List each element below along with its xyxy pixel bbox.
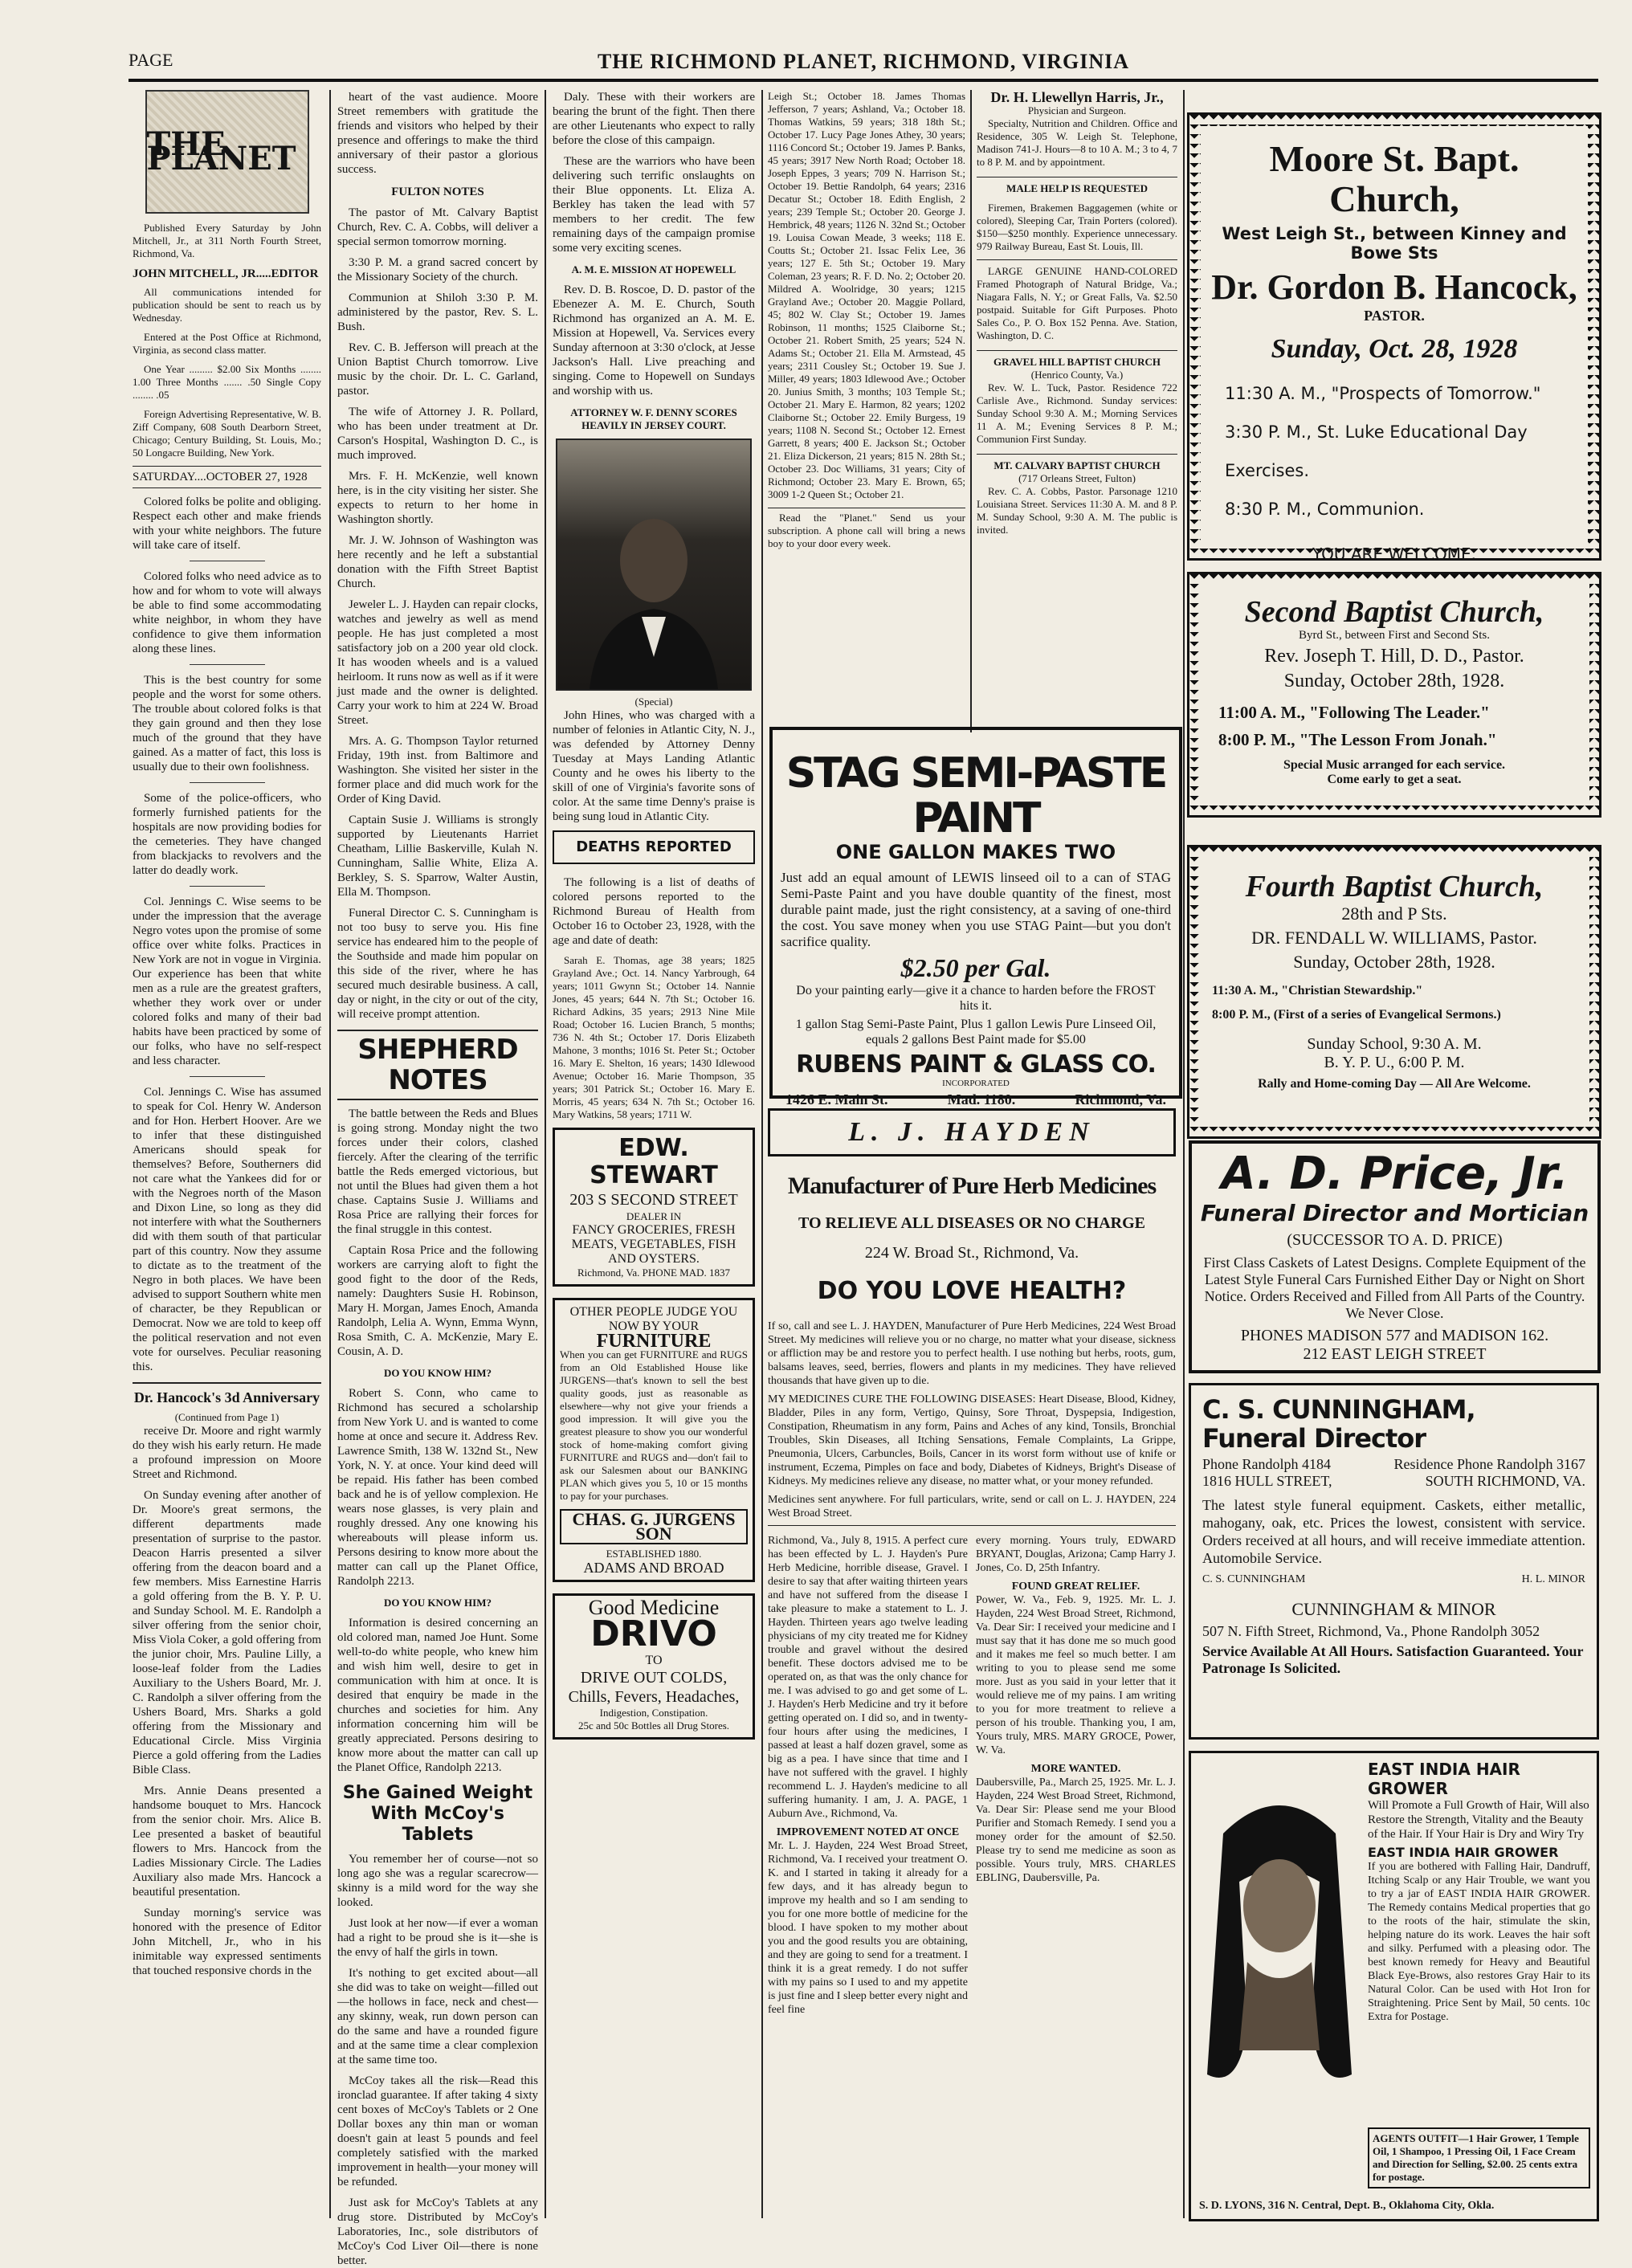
moore-location: West Leigh St., between Kinney and Bowe Sts — [1222, 224, 1567, 263]
fourth-bypu: B. Y. P. U., 6:00 P. M. — [1324, 1054, 1465, 1071]
testimonials-left — [768, 1534, 968, 2017]
furniture-big: FURNITURE — [596, 1331, 712, 1352]
hayden-name: L. J. HAYDEN — [848, 1117, 1095, 1147]
testimonials — [763, 1534, 1181, 2017]
moore-street-church-ad — [1187, 112, 1601, 564]
harris-name: Dr. H. Llewellyn Harris, Jr., — [990, 89, 1164, 105]
notice: All communications intended for publication should be sent to reach us by Wednesday. — [133, 286, 321, 324]
editorial-paragraph: Col. Jennings C. Wise has assumed to speak for Col. Henry W. Anderson and for Hon. Herbert Hoover. Are we to infer that these distinguished Americans should speak for themselves? Before, Southerners did not care what the Yankees did for or with the Negroes north of the Mason and Dixon Line, so long as they did not interfere with what the Southerners did with them south of that particular part of this country. Now they assume to dictate as to the treatment of the Negro in both places. We have been advised to support Southern white men of character, be they Republican or Democrat. Now we are told to keep off the political reservation and not even vote for ourselves. Peculiar reasoning this. — [133, 1086, 321, 1373]
cunningham-signatures — [1191, 1573, 1597, 1586]
second-service: 11:00 A. M., "Following The Leader." — [1218, 703, 1490, 722]
stewart-ad — [553, 1128, 755, 1287]
masthead — [129, 47, 1598, 82]
cunningham-phone: Residence Phone Randolph 3167 — [1393, 1456, 1585, 1472]
portrait-photo — [556, 439, 752, 691]
cunningham-phones — [1191, 1456, 1597, 1473]
stag-combo: 1 gallon Stag Semi-Paste Paint, Plus 1 gallon Lewis Pure Linseed Oil, equals 2 gallons Best Paint made for $5.00 — [795, 1018, 1157, 1046]
rubens-address: 1426 E. Main St. — [785, 1091, 888, 1107]
gravel-hill-text: Rev. W. L. Tuck, Pastor. Residence 722 Carlisle Ave., Richmond. Sunday services: Sunday School 9:30 A. M.; Morning Services 11 A. M.; Evening Services 8 P. M.; Communion First Sunday. — [977, 381, 1177, 445]
woman-portrait-icon — [1199, 1785, 1360, 2107]
second-location: Byrd St., between First and Second Sts. — [1299, 629, 1490, 642]
hayden-contact: Medicines sent anywhere. For full particulars, write, send or call on L. J. HAYDEN, 224 West Broad Street. — [768, 1493, 1176, 1526]
mt-calvary-headline: MT. CALVARY BAPTIST CHURCH — [977, 454, 1177, 472]
male-help-headline: MALE HELP IS REQUESTED — [977, 177, 1177, 195]
fourth-date: Sunday, October 28th, 1928. — [1293, 952, 1495, 972]
hair-body: Will Promote a Full Growth of Hair, Will also Restore the Strength, Vitality and the Beauty of the Hair. If Your Hair is Dry and Wiry Try — [1368, 1799, 1589, 1841]
column-rule — [329, 90, 331, 2218]
hair-name: EAST INDIA HAIR GROWER — [1368, 1845, 1559, 1860]
testimonial-page: Richmond, Va., July 8, 1915. A perfect cure has been effected by L. J. Hayden's Pure Herb Medicine, horrible disease, Gravel. I desire to say that after waiting thirteen years and have not suffered from the disease I take pleasure to make a statement to L. J. Hayden. Thirteen years ago twelve leading physicians of my city treated me for Kidney trouble and gravel without the desired benefit. These doctors advised me to be operated on, as that was the only chance for me. I was advised to go and get some of L. J. Hayden's Herb Medicine and try it before getting operated on. I did so, and in twenty-four hours after using the medicines, I passed at least a half dozen gravel, some as big as a pea. I have since that time and I have not suffered with the gravel. I highly recommend L. J. Hayden's medicine to all suffering humanity. I am, J. A. PAGE, 1 Auburn Ave., Richmond, Va. — [768, 1535, 968, 1820]
price-body: First Class Caskets of Latest Designs. Complete Equipment of the Latest Style Funeral Cars Furnished Either Day or Night on Short Notice. Orders Received and Filled from All Parts of the Country. We Never Close. — [1203, 1254, 1586, 1321]
drivo-brand: DRIVO — [590, 1613, 717, 1654]
second-pastor: Rev. Joseph T. Hill, D. D., Pastor. — [1264, 646, 1524, 667]
cunningham-signature: H. L. MINOR — [1521, 1573, 1585, 1585]
jurgens-name: CHAS. G. JURGENS SON — [560, 1509, 748, 1544]
hayden-question: DO YOU LOVE HEALTH? — [817, 1277, 1127, 1305]
fourth-pastor: DR. FENDALL W. WILLIAMS, Pastor. — [1251, 928, 1537, 948]
moore-service: 11:30 A. M., "Prospects of Tomorrow." — [1225, 384, 1541, 403]
drivo-text: DRIVE OUT COLDS, Chills, Fevers, Headaches, — [568, 1669, 740, 1706]
rubens-city: Richmond, Va. — [1075, 1091, 1166, 1107]
moore-church-name: Moore St. Bapt. Church, — [1269, 138, 1520, 219]
mccoy-headline: She Gained Weight With McCoy's Tablets — [342, 1783, 533, 1845]
article-paragraph: Rev. C. B. Jefferson will preach at the Union Baptist Church tomorrow. Live music by the choir. Dr. L. C. Garland, pastor. — [337, 341, 538, 398]
price-successor: (SUCCESSOR TO A. D. PRICE) — [1287, 1231, 1503, 1249]
stag-title: STAG SEMI-PASTE PAINT — [785, 749, 1166, 842]
testimonial-groce: Power, W. Va., Feb. 9, 1925. Mr. L. J. Hayden, 224 West Broad Street, Richmond, Va. Dear Sir: I received your medicine and I must say that it has done me so much good and it makes me feel so much better. I am writing to you to please send me some more. Just as you said in your letter that it would relieve me of my pains. I am writing to you for more treatment to relieve a person of his trouble. Thanking you, I am, Yours truly, MRS. MARY GROCE, Power, W. Va. — [976, 1594, 1176, 1756]
drivo-price: 25c and 50c Bottles all Drug Stores. — [577, 1719, 730, 1732]
moore-pastor: Dr. Gordon B. Hancock, — [1211, 267, 1577, 307]
publisher-line: Published Every Saturday by John Mitchell, Jr., at 311 North Fourth Street, Richmond, Va. — [133, 222, 321, 259]
hayden-ad — [763, 1108, 1181, 2225]
column-rule — [970, 90, 972, 732]
rubens-company: RUBENS PAINT & GLASS CO. — [796, 1050, 1156, 1079]
testimonial-head: MORE WANTED. — [1030, 1763, 1121, 1775]
rubens-inc: INCORPORATED — [942, 1079, 1010, 1088]
stag-subtitle: ONE GALLON MAKES TWO — [835, 841, 1116, 863]
harris-text: Specialty, Nutrition and Children. Office and Residence, 305 W. Leigh St. Telephone, Madison 741-J. Hours—8 to 10 A. M.; 3 to 4, 7 to 8 P. M. and by appointment. — [977, 117, 1177, 168]
stewart-address: 203 S SECOND STREET — [569, 1191, 738, 1209]
drivo-sub: Indigestion, Constipation. — [599, 1707, 708, 1719]
harris-title: Physician and Surgeon. — [1027, 104, 1127, 116]
fourth-services — [1199, 979, 1589, 1027]
cunningham-minor-body: Service Available At All Hours. Satisfaction Guaranteed. Your Patronage Is Solicited. — [1202, 1643, 1584, 1676]
entered-notice: Entered at the Post Office at Richmond, Virginia, as second class matter. — [133, 331, 321, 356]
article-paragraph: Information is desired concerning an old colored man, named Joe Hunt. Some well-to-do white people, who knew him and wish him well, desire to get in communication with him at once. It is desired that enquiry be made in the churches and societies for him. Any information concerning him will be greatly appreciated. Persons desiring to know more about the matter can call up the Planet Office, Randolph 2213. — [337, 1617, 538, 1774]
fourth-sunday-school: Sunday School, 9:30 A. M. — [1307, 1035, 1482, 1053]
price-title: Funeral Director and Mortician — [1200, 1200, 1589, 1226]
ame-mission-headline: A. M. E. MISSION AT HOPEWELL — [571, 263, 736, 275]
price-phones: PHONES MADISON 577 and MADISON 162. — [1240, 1327, 1549, 1344]
cunningham-signature: C. S. CUNNINGHAM — [1202, 1573, 1306, 1585]
cunningham-address — [1191, 1473, 1597, 1490]
drivo-to: TO — [645, 1654, 663, 1667]
article-paragraph: Sunday morning's service was honored with the presence of Editor John Mitchell, Jr., who in his inimitable way expressed sentiments that touched responsive chords in the — [133, 1907, 321, 1977]
article-paragraph: Just ask for McCoy's Tablets at any drug store. Distributed by McCoy's Laboratories, Inc., sole distributors of McCoy's Cod Liver Oil—there is none better. — [337, 2197, 538, 2267]
separator — [190, 1076, 265, 1077]
male-help-text: Firemen, Brakemen Baggagemen (white or colored), Sleeping Car, Train Porters (colored). $150—$250 monthly. Experience unnecessary. 979 Railway Bureau, East St. Louis, Ill. — [977, 202, 1177, 252]
editorial-paragraph: This is the best country for some people and the worst for some others. The trouble about colored folks is that they gain ground and then they lose much of the ground that they have gained. As a matter of fact, this loss is usually due to their own foolishness. — [133, 674, 321, 773]
article-paragraph: Captain Susie J. Williams is strongly supported by Lieutenants Harriet Cheatham, Lillie Baskerville, Kulah N. Cunningham, Sallie White, Eliza A. Berkley, S. S. Sparrow, Walter Austin, Ella M. Thompson. — [337, 814, 538, 899]
drivo-head: Good Medicine — [588, 1596, 720, 1619]
cunningham-city: SOUTH RICHMOND, VA. — [1425, 1473, 1585, 1489]
article-paragraph: The battle between the Reds and Blues is going strong. Monday night the two forces under their colors, clashed fiercely. After the clearing of the terrific battle the Reds emerged victorious, but not until the Blues had given them a hot chase. Captains Susie J. Williams and Rosa Price are rallying their forces for the final struggle in this contest. — [337, 1107, 538, 1236]
column-deaths — [768, 90, 965, 716]
fourth-location: 28th and P Sts. — [1341, 904, 1447, 924]
hair-headline: EAST INDIA HAIR GROWER — [1368, 1760, 1520, 1798]
second-date: Sunday, October 28th, 1928. — [1283, 671, 1505, 691]
fourth-rally: Rally and Home-coming Day — All Are Welcome. — [1258, 1077, 1531, 1091]
moore-date: Sunday, Oct. 28, 1928 — [1271, 334, 1518, 364]
planet-logo — [145, 90, 309, 214]
article-paragraph: The pastor of Mt. Calvary Baptist Church, Rev. C. A. Cobbs, will deliver a special sermon tomorrow morning. — [337, 206, 538, 248]
moore-welcome: YOU ARE WELCOME. — [1312, 545, 1476, 564]
article-paragraph: You remember her of course—not so long ago she was a regular scarecrow—skinny is a mild word for the way she looked. — [337, 1853, 538, 1909]
hair-grower-ad — [1189, 1751, 1599, 2221]
article-paragraph: It's nothing to get excited about—all she did was to take on weight—filled out—the hollows in face, neck and chest—any skinny, weak, run down person can do the same and have a rounded figure and at the same time a clear complexion at the same time too. — [337, 1967, 538, 2066]
drivo-ad — [553, 1593, 755, 1740]
moore-service: 3:30 P. M., St. Luke Educational Day Exercises. — [1225, 422, 1528, 480]
do-you-know-him-headline: DO YOU KNOW HIM? — [384, 1597, 492, 1609]
price-funeral-ad — [1189, 1140, 1601, 1373]
article-paragraph: Mrs. F. H. McKenzie, well known here, is in the city visiting her sister. She expects to return to her home in Washington shortly. — [337, 470, 538, 526]
column-rule — [545, 90, 546, 2218]
hair-address: S. D. LYONS, 316 N. Central, Dept. B., Oklahoma City, Okla. — [1199, 2200, 1495, 2212]
moore-role: PASTOR. — [1364, 308, 1425, 324]
logo-text: THE PLANET — [146, 125, 296, 177]
deaths-reported-box — [553, 830, 755, 864]
fulton-notes-headline: FULTON NOTES — [391, 186, 484, 198]
stewart-phone: Richmond, Va. PHONE MAD. 1837 — [577, 1267, 731, 1279]
furniture-text: When you can get FURNITURE and RUGS from an Old Established House like JURGENS—that's known to sell the best quality goods, just as reasonable as elsewhere—why not give your friends a good impression. It will give you the greatest pleasure to show you our wonderful stock of home-making comfort giving FURNITURE and RUGS and—don't fail to ask our Salesmen about our BANKING PLAN which gives you 5, 10 or 15 months to pay for your purchases. — [560, 1348, 748, 1502]
article-paragraph: On Sunday evening after another of Dr. Moore's great sermons, the different departments made presentation of surprise to the pastor. Deacon Harris presented a silver offering from the deacon board and a few members. Miss Earnestine Harris a gold offering from the B. Y. P. U. and Sunday School. M. E. Randolph a silver offering from the senior choir, Miss Viola Coker, a gold offering from the junior choir, Mrs. Pauline Lilly, a loose-leaf folder from the Ladies Auxiliary to the Ushers Board, Mr. J. C. Randolph a silver offering from the Ushers Board, Mrs. Sharks a gold offering from the Missionary and Educational Circle. Miss Virginia Pierce a gold offering from the Ladies Bible Class. — [133, 1489, 321, 1776]
deaths-list: Sarah E. Thomas, age 38 years; 1825 Grayland Ave.; Oct. 14. Nancy Yarbrough, 64 years; 1011 Gwynn St.; October 14. Nannie Jones, 45 years; 644 N. 7th St.; October 16. Richard Adkins, 35 years; 2913 Nine Mile Road; October 16. Lucien Branch, 5 months; 736 N. 4th St.; October 17. Doris Elizabeth Mahone, 3 months; 1016 St. Peter St.; October 16. Mary E. Shelton, 16 years; 1430 Idlewood Avenue; October 16. Marie Thompson, 35 years; 301 Patrick St.; October 16. Mary E. Morris, 45 years; 634 N. 7th St.; October 16. Mary Watkins, 58 years; 1711 W. — [553, 954, 755, 1120]
cunningham-street: 1816 HULL STREET, — [1202, 1473, 1332, 1489]
moore-service: 8:30 P. M., Communion. — [1225, 500, 1425, 519]
second-note: Special Music arranged for each service. — [1283, 758, 1506, 772]
rubens-phone: Mad. 1180. — [947, 1091, 1016, 1107]
hair-agents-outfit: AGENTS OUTFIT—1 Hair Grower, 1 Temple Oil, 1 Shampoo, 1 Pressing Oil, 1 Face Cream and Direction for Selling, $2.00. 25 cents extra for postage. — [1368, 2127, 1590, 2188]
article-paragraph: Communion at Shiloh 3:30 P. M. administered by the pastor, Rev. S. L. Bush. — [337, 292, 538, 333]
deaths-list-continued: Leigh St.; October 18. James Thomas Jefferson, 7 years; Ashland, Va.; October 18. Thomas Watkins, 59 years; 318 18th St.; October 17. Lucy Page Jones Athey, 30 years; 1116 Concord St.; October 19. James P. Banks, 45 years; 3917 New North Road; October 18. Joseph Eppes, 3 years; 709 N. Harrison St.; October 19. Bettie Randolph, 64 years; 2316 Decatur St.; October 18. Edith English, 2 years; 239 Temple St.; October 20. George J. Hembrick, 48 years; 1126 N. 32nd St.; October 19. Louisa Cowan Meade, 3 weeks; 118 E. Coutts St.; October 21. Issac Felix Lee, 36 years; 127 E. 5th St.; October 19. Mary Coleman, 23 years; R. F. D. No. 2; October 20. Mildred A. Woolridge, 30 years; 1215 Grayland Ave.; October 20. Maggie Pollard, 45; 802 W. Clay St.; October 19. James Robinson, 11 months; 1525 Claiborne St.; October 21. Robert Smith, 25 years; 524 N. Adams St.; October 21. Ella M. Armstead, 45 years; 2311 Cousley St.; October 19. Sue J. Miller, 49 years; 1803 Idlewood Ave.; October 20. Junius Smith, 3 months; 103 Temple St.; October 21. Mary E. Harmon, 82 years; 1202 Claiborne St.; October 22. Emily Burgess, 19 years; 1108 N. Second St.; October 12. Ernest Garrett, 8 years; 400 E. Jackson St.; October 21. Eliza Dickerson, 21 years; 815 N. 28th St.; October 23. Doc Williams, 31 years; City of Richmond; October 23. Mary E. Brown, 65; 3009 1-2 Queen St.; October 21. — [768, 90, 965, 500]
second-services — [1199, 699, 1589, 753]
price-address: 212 EAST LEIGH STREET — [1303, 1345, 1487, 1363]
hayden-body: If so, call and see L. J. HAYDEN, Manufacturer of Pure Herb Medicines, 224 West Broad Street. My medicines will relieve you or no charge, no matter what your disease, sickness or affliction may be and restore you to perfect health. I use nothing but herbs, roots, gum, balsams leaves, seed, berries, flowers and plants in my medicines. They have relieved thousands that have given up to die. — [768, 1320, 1176, 1387]
stewart-goods: FANCY GROCERIES, FRESH MEATS, VEGETABLES, FISH AND OYSTERS. — [571, 1223, 736, 1266]
editorial-paragraph: Colored folks who need advice as to how and for whom to vote will always be able to find some accommodating white neighbor, in whom they have confidence to give them information along these lines. — [133, 570, 321, 655]
newspaper-title: THE RICHMOND PLANET, RICHMOND, VIRGINIA — [597, 50, 1130, 73]
separator — [190, 664, 265, 665]
fourth-baptist-ad — [1187, 845, 1601, 1139]
issue-date: SATURDAY....OCTOBER 27, 1928 — [133, 466, 321, 488]
testimonial-head: IMPROVEMENT NOTED AT ONCE — [776, 1826, 960, 1838]
testimonials-right — [976, 1534, 1176, 2017]
article-paragraph: Daly. These with their workers are bearing the brunt of the fight. Then there are other Lieutenants who expect to rally before the close of this campaign. — [553, 91, 755, 147]
column-notes — [337, 90, 538, 2267]
fourth-service: 11:30 A. M., "Christian Stewardship." — [1212, 984, 1423, 997]
article-paragraph: Just look at her now—if ever a woman had a right to be proud she is it—she is the envy of half the girls in town. — [337, 1917, 538, 1959]
testimonial-ebling: Daubersville, Pa., March 25, 1925. Mr. L. J. Hayden, 224 West Broad Street, Richmond, Va. Dear Sir: Please send me your Blood Purifier and Stomach Remedy. I send you a money order for the amount of $2.50. Please try to send me medicine as soon as possible. Yours truly, MRS. CHARLES EBLING, Daubersville, Pa. — [976, 1776, 1176, 1884]
cunningham-name: C. S. CUNNINGHAM, Funeral Director — [1202, 1394, 1475, 1454]
gravel-hill-sub: (Henrico County, Va.) — [1030, 369, 1124, 381]
do-you-know-him-headline: DO YOU KNOW HIM? — [384, 1367, 492, 1379]
testimonial-bryant-sign: every morning. Yours truly, EDWARD BRYANT, Douglas, Arizona; Camp Harry J. Jones, Co. D, 25th Infantry. — [976, 1535, 1176, 1574]
article-paragraph: John Hines, who was charged with a number of felonies in Atlantic City, N. J., was defended by Attorney Denny Tuesday at Mays Landing Atlantic County and he owes his liberty to the skill of one of Virginia's favorite sons of color. At the same time Denny's praise is being sung loud in Atlantic City. — [553, 709, 755, 823]
second-church-name: Second Baptist Church, — [1244, 595, 1544, 629]
hair-description: If you are bothered with Falling Hair, Dandruff, Itching Scalp or any Hair Trouble, we want you to try a jar of EAST INDIA HAIR GROWER. The Remedy contains Medical properties that go to the roots of the hair, stimulate the skin, helping nature do its work. Leaves the hair soft and silky. Perfumed with a pleasing odor. The best known remedy for Heavy and Beautiful Black Eye-Brows, also restores Gray Hair to its Natural Color. Can be used with Hot Iron for Straightening. Price Sent by Mail, 50 cents. 10c Extra for Postage. — [1368, 1861, 1590, 2023]
article-paragraph: McCoy takes all the risk—Read this ironclad guarantee. If after taking 4 sixty cent boxes of McCoy's Tablets or 2 One Dollar boxes any thin man or woman doesn't gain at least 5 pounds and feel completely satisfied with the marked improvement in health—your money will be refunded. — [337, 2074, 538, 2188]
furniture-ad — [553, 1298, 755, 1582]
hayden-relieve: TO RELIEVE ALL DISEASES OR NO CHARGE — [798, 1214, 1145, 1232]
article-paragraph: The following is a list of deaths of colored persons reported to the Richmond Bureau of Health from October 16 to October 23, 1928, with the age and date of death: — [553, 876, 755, 947]
article-paragraph: Robert S. Conn, who came to Richmond has secured a scholarship from New York U. and is wanted to come home at once and secure it. Address Rev. Lawrence Smith, 138 W. 132nd St., New York, N. Y. at once. Your kind deed will be repaid. His father has been combed back and he is of yellow complexion. He wears nose glasses, is very plain and roughly dressed. Any one knowing his whereabouts will please inform us. Persons desiring to know more about the matter can call up the Planet Office, Randolph 2213. — [337, 1387, 538, 1588]
stag-body: Just add an equal amount of LEWIS linseed oil to a can of STAG Semi-Paste Paint and you have double quantity of the finest, most durable paint made, just the right consistency, at a saving of one-third the cost. You save money when you use STAG Paint—but you don't sacrifice quality. — [781, 870, 1171, 949]
article-paragraph: 3:30 P. M. a grand sacred concert by the Missionary Society of the church. — [337, 256, 538, 284]
testimonial-head: FOUND GREAT RELIEF. — [1011, 1581, 1140, 1593]
cunningham-minor-firm: CUNNINGHAM & MINOR — [1291, 1599, 1496, 1619]
furniture-head: OTHER PEOPLE JUDGE YOU NOW BY YOUR — [569, 1305, 738, 1333]
hayden-diseases: MY MEDICINES CURE THE FOLLOWING DISEASES: Heart Disease, Blood, Kidney, Bladder, Piles in any form, Vertigo, Quinsy, Sore Throat, Dyspepsia, Indigestion, Constipation, Rheumatism in any form, Pains and Aches of any kind, Tonsils, Bronchial Troubles, Skin Diseases, all Itching Sensations, Female Complaints, La Grippe, Pneumonia, Ulcers, Carbuncles, Boils, Cancer in its worst form without use of knife or instrument, Eczema, Pimples on face and body, Diabetes of Kidneys, Bright's Disease of Kidneys. My medicines relieve any disease, no matter what, or your money refunded. — [768, 1393, 1176, 1487]
second-note: Come early to get a seat. — [1327, 773, 1462, 786]
editorial-paragraph: Some of the police-officers, who formerly furnished patients for the hospitals are now providing bodies for the cemeteries. They have changed from blackjacks to revolvers and the latter do deadly work. — [133, 792, 321, 877]
article-paragraph: Mr. J. W. Johnson of Washington was here recently and he left a substantial donation with the Fifth Street Baptist Church. — [337, 534, 538, 590]
mt-calvary-sub: (717 Orleans Street, Fulton) — [1018, 472, 1136, 484]
photo-caption: (Special) — [634, 695, 673, 708]
editorial-paragraph: Col. Jennings C. Wise seems to be under the impression that the average Negro votes upon the promise of some office over white folks. Practices in New York are not in vogue in Virginia. Our experience has been that white men as a rule are the greatest grafters, whether they work over or under colored folks and many of their bad habits have been practiced by some of our folks, who have no self-respect and less character. — [133, 895, 321, 1067]
subscription-rates: One Year ......... $2.00 Six Months ........ 1.00 Three Months ....... .50 Single Copy ........ .05 — [133, 363, 321, 401]
cunningham-minor-address: 507 N. Fifth Street, Richmond, Va., Phone Randolph 3052 — [1202, 1623, 1540, 1639]
article-paragraph: Mrs. Annie Deans presented a handsome bouquet to Mrs. Hancock from the senior choir. Mrs. Alice B. Lee presented a basket of beautiful flowers to Mrs. Hancock from the Ladies Missionary Circle. The Ladies Auxiliary also made Mrs. Hancock a beautiful presentation. — [133, 1785, 321, 1899]
article-paragraph: The wife of Attorney J. R. Pollard, who has been under treatment at Dr. Carson's Hospital, Washington D. C., is much improved. — [337, 406, 538, 462]
article-paragraph: heart of the vast audience. Moore Street remembers with gratitude the friends and visitors who helped by their presence and offerings to make the third anniversary of their pastor a glorious success. — [337, 91, 538, 176]
second-service: 8:00 P. M., "The Lesson From Jonah." — [1218, 730, 1497, 749]
article-paragraph: Mrs. A. G. Thompson Taylor returned Friday, 19th inst. from Baltimore and Washington. She visited her sister in the former place and did much work for the Order of King David. — [337, 735, 538, 806]
hayden-name-box — [768, 1108, 1176, 1156]
article-paragraph: These are the warriors who have been delivering such terrific onslaughts on their Blue opponents. Lt. Eliza A. Berkley has taken the lead with 57 members to her credit. The few remaining days of the campaign promise some very exciting scenes. — [553, 155, 755, 255]
stewart-name: EDW. STEWART — [590, 1134, 718, 1189]
cunningham-phone: Phone Randolph 4184 — [1202, 1456, 1331, 1472]
separator — [190, 782, 265, 783]
fourth-service: 8:00 P. M., (First of a series of Evangelical Sermons.) — [1212, 1008, 1501, 1022]
hayden-title: Manufacturer of Pure Herb Medicines — [787, 1173, 1157, 1199]
article-paragraph: Jeweler L. J. Hayden can repair clocks, watches and jewelry as well as mend people. He has just completed a most satisfactory job on a 200 year old clock. It has wooden wheels and is a valued heirloom. It runs now as well as if it were just made and the owner is delighted. Carry your work to him at 224 W. Broad Street. — [337, 598, 538, 727]
shepherd-notes-headline: SHEPHERD NOTES — [337, 1030, 538, 1100]
denny-headline: ATTORNEY W. F. DENNY SCORES HEAVILY IN JERSEY COURT. — [570, 406, 737, 431]
cunningham-ad — [1189, 1383, 1599, 1740]
article-paragraph: receive Dr. Moore and right warmly do they wish his early return. He made a profound impression on Moore Street and Richmond. — [133, 1425, 321, 1481]
fourth-church-name: Fourth Baptist Church, — [1245, 870, 1544, 904]
article-paragraph: Funeral Director C. S. Cunningham is not too busy to serve you. His fine service has endeared him to the people of the Southside and made him popular on this side of the river, where he has secured much desirable business. A call, day or night, in the city or out of the city, will receive prompt attention. — [337, 907, 538, 1021]
stewart-dealer: DEALER IN — [626, 1210, 682, 1222]
testimonial-bryant: Mr. L. J. Hayden, 224 West Broad Street, Richmond, Va. I received your treatment O. K. and I started in taking it already for a few days, and it has already begun to improve my health and so I am sending to you for one more bottle of medicine for the blood. I have spoken to my mother about you and the good results you are obtaining, and they are going to send for a treatment. I think it is a great remedy. I do not suffer with my pains so I used to and my appetite is just fine and I sleep better every night and feel fine — [768, 1840, 968, 2016]
separator — [190, 886, 265, 887]
foreign-advertising: Foreign Advertising Representative, W. B. Ziff Company, 608 South Dearborn Street, Chicago; Century Building, St. Louis, Mo.; 50 Longacre Building, New York. — [133, 408, 321, 459]
planet-subscription-note: Read the "Planet." Send us your subscription. A phone call will bring a news boy to your door every week. — [768, 508, 965, 550]
column-rule — [1183, 90, 1185, 2218]
stag-paint-ad — [769, 727, 1182, 1107]
gravel-hill-headline: GRAVEL HILL BAPTIST CHURCH — [977, 350, 1177, 369]
column-notices — [977, 90, 1177, 716]
photograph-ad: LARGE GENUINE HAND-COLORED Framed Photograph of Natural Bridge, Va.; Niagara Falls, N. Y.; or Great Falls, Va. $2.50 postpaid. Suitable for Gift Purposes. Photo Sales Co., P. O. Box 152 Penna. Ave. Station, Washington, D. C. — [977, 259, 1177, 342]
stag-price: $2.50 per Gal. — [900, 953, 1051, 982]
second-baptist-ad — [1187, 572, 1601, 818]
woman-portrait — [1199, 1785, 1360, 2107]
article-paragraph: Rev. D. B. Roscoe, D. D. pastor of the Ebenezer A. M. E. Church, South Richmond has organized an A. M. E. Mission at Hopewell, Va. Services every Sunday afternoon at 3:30 o'clock, at Jesse Jackson's Hall. Live preaching and singing. Come to Hopewell on Sundays and worship with us. — [553, 284, 755, 398]
continued-note: (Continued from Page 1) — [174, 1411, 279, 1423]
column-editorial — [133, 90, 321, 2226]
page-number: PAGE — [129, 50, 173, 70]
moore-services — [1201, 374, 1588, 528]
established: ESTABLISHED 1880. — [606, 1548, 702, 1560]
column-news — [553, 90, 755, 2226]
anniversary-headline: Dr. Hancock's 3d Anniversary — [133, 1382, 321, 1405]
jurgens-address: ADAMS AND BROAD — [583, 1560, 724, 1576]
deaths-headline: DEATHS REPORTED — [576, 838, 732, 855]
hayden-address: 224 W. Broad St., Richmond, Va. — [864, 1244, 1079, 1262]
editor-line: JOHN MITCHELL, JR.....EDITOR — [133, 267, 319, 280]
portrait-figure-icon — [581, 496, 726, 689]
editorial-paragraph: Colored folks be polite and obliging. Respect each other and make friends with your white neighbors. The future will take care of itself. — [133, 496, 321, 552]
article-paragraph: Captain Rosa Price and the following workers are carrying aloft to fight the good fight to the door of the Reds, namely: Daughters Susie H. Robinson, Mary H. Morgan, James Enoch, Amanda Randolph, Lelia A. Wynn, Emma Wynn, Rosa Smith, C. A. McKenzie, Mary E. Cousin, A. D. — [337, 1244, 538, 1358]
mt-calvary-text: Rev. C. A. Cobbs, Pastor. Parsonage 1210 Louisiana Street. Services 11:30 A. M. and 8 P. M. Sunday School, 9:30 A. M. The public is invited. — [977, 485, 1177, 536]
price-name: A. D. Price, Jr. — [1221, 1148, 1569, 1200]
stag-early: Do your painting early—give it a chance to harden before the FROST hits it. — [796, 984, 1156, 1013]
cunningham-body: The latest style funeral equipment. Caskets, either metallic, mahogany, oak, etc. Prices the lowest, consistent with service. Orders received at all hours, and will receive immediate attention. Automobile Service. — [1202, 1497, 1585, 1566]
